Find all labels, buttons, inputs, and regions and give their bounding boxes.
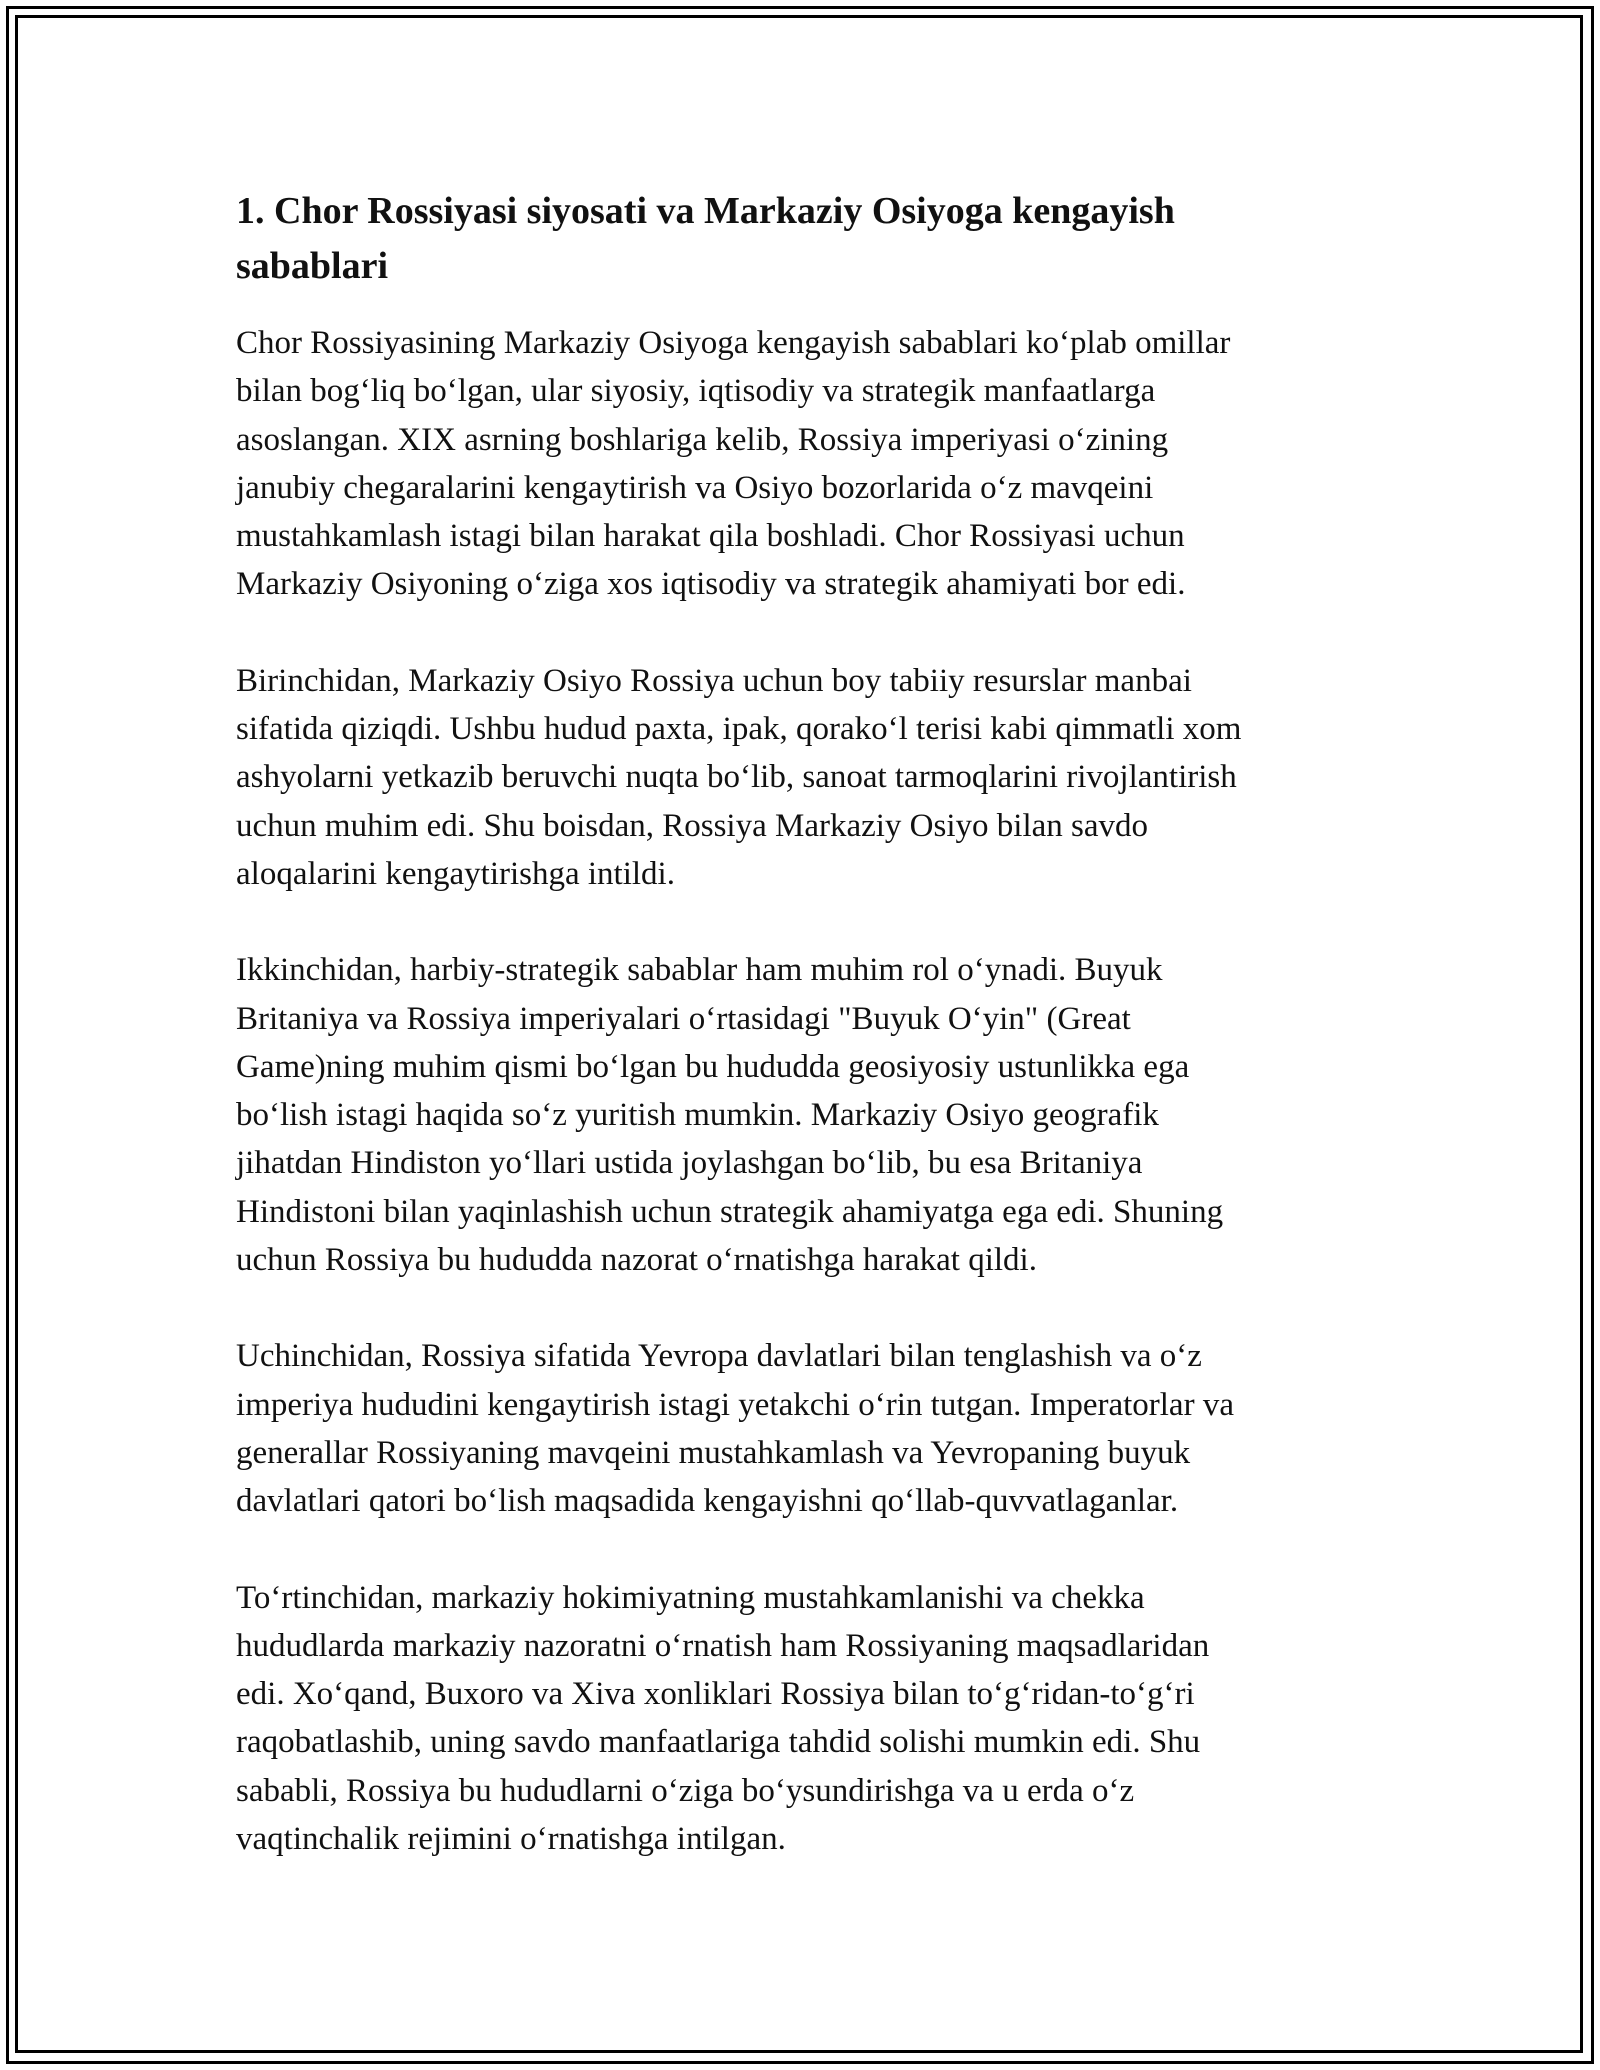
text-line: Ikkinchidan, harbiy-strategik sabablar ham muhim rol oʻynadi. Buyuk xyxy=(236,952,1163,989)
document-title xyxy=(236,184,1366,294)
text-line: Markaziy Osiyoning oʻziga xos iqtisodiy va strategik ahamiyati bor edi. xyxy=(236,566,1186,603)
text-line: Chor Rossiyasining Markaziy Osiyoga kengayish sabablari koʻplab omillar xyxy=(236,325,1231,361)
text-line: Toʻrtinchidan, markaziy hokimiyatning mustahkamlanishi va chekka xyxy=(236,1579,1145,1616)
text-line: ashyolarni yetkazib beruvchi nuqta boʻlib, sanoat tarmoqlarini rivojlantirish xyxy=(236,759,1237,796)
text-line: aloqalarini kengaytirishga intildi. xyxy=(236,855,675,892)
title-line: sabablari xyxy=(236,245,389,287)
text-line: Game)ning muhim qismi boʻlgan bu hududda geosiyosiy ustunlikka ega xyxy=(236,1048,1190,1085)
paragraph-second-reason xyxy=(236,946,1366,1284)
text-line: boʻlish istagi haqida soʻz yuritish mumkin. Markaziy Osiyo geografik xyxy=(236,1097,1159,1134)
paragraph-first-reason xyxy=(236,657,1366,898)
text-line: mustahkamlash istagi bilan harakat qila boshladi. Chor Rossiyasi uchun xyxy=(236,518,1185,555)
text-line: Birinchidan, Markaziy Osiyo Rossiya uchun boy tabiiy resurslar manbai xyxy=(236,662,1192,699)
text-line: generallar Rossiyaning mavqeini mustahkamlash va Yevropaning buyuk xyxy=(236,1434,1191,1471)
title-line: 1. Chor Rossiyasi siyosati va Markaziy Osiyoga kengayish xyxy=(236,190,1175,232)
text-line: raqobatlashib, uning savdo manfaatlariga tahdid solishi mumkin edi. Shu xyxy=(236,1724,1201,1761)
text-line: Hindistoni bilan yaqinlashish uchun strategik ahamiyatga ega edi. Shuning xyxy=(236,1193,1224,1230)
text-line: janubiy chegaralarini kengaytirish va Osiyo bozorlarida oʻz mavqeini xyxy=(236,469,1154,506)
document-body xyxy=(236,184,1366,1911)
text-line: Uchinchidan, Rossiya sifatida Yevropa davlatlari bilan tenglashish va oʻz xyxy=(236,1338,1202,1375)
text-line: jihatdan Hindiston yoʻllari ustida joylashgan boʻlib, bu esa Britaniya xyxy=(236,1145,1143,1182)
text-line: vaqtinchalik rejimini oʻrnatishga intilgan. xyxy=(236,1821,786,1858)
text-line: uchun Rossiya bu hududda nazorat oʻrnatishga harakat qildi. xyxy=(236,1242,1037,1279)
text-line: uchun muhim edi. Shu boisdan, Rossiya Markaziy Osiyo bilan savdo xyxy=(236,807,1148,844)
text-line: hududlarda markaziy nazoratni oʻrnatish ham Rossiyaning maqsadlaridan xyxy=(236,1627,1210,1664)
text-line: davlatlari qatori boʻlish maqsadida kengayishni qoʻllab-quvvatlaganlar. xyxy=(236,1483,1179,1520)
text-line: asoslangan. XIX asrning boshlariga kelib, Rossiya imperiyasi oʻzining xyxy=(236,421,1169,458)
text-line: sababli, Rossiya bu hududlarni oʻziga boʻysundirishga va u erda oʻz xyxy=(236,1772,1135,1809)
paragraph-intro xyxy=(236,319,1366,609)
paragraph-third-reason xyxy=(236,1332,1366,1525)
text-line: Britaniya va Rossiya imperiyalari oʻrtasidagi "Buyuk Oʻyin" (Great xyxy=(236,1000,1131,1037)
paragraph-fourth-reason xyxy=(236,1574,1366,1864)
text-line: sifatida qiziqdi. Ushbu hudud paxta, ipak, qorakoʻl terisi kabi qimmatli xom xyxy=(236,711,1242,748)
text-line: bilan bogʻliq boʻlgan, ular siyosiy, iqtisodiy va strategik manfaatlarga xyxy=(236,373,1156,410)
text-line: edi. Xoʻqand, Buxoro va Xiva xonliklari Rossiya bilan toʻgʻridan-toʻgʻri xyxy=(236,1676,1195,1713)
text-line: imperiya hududini kengaytirish istagi yetakchi oʻrin tutgan. Imperatorlar va xyxy=(236,1386,1234,1423)
